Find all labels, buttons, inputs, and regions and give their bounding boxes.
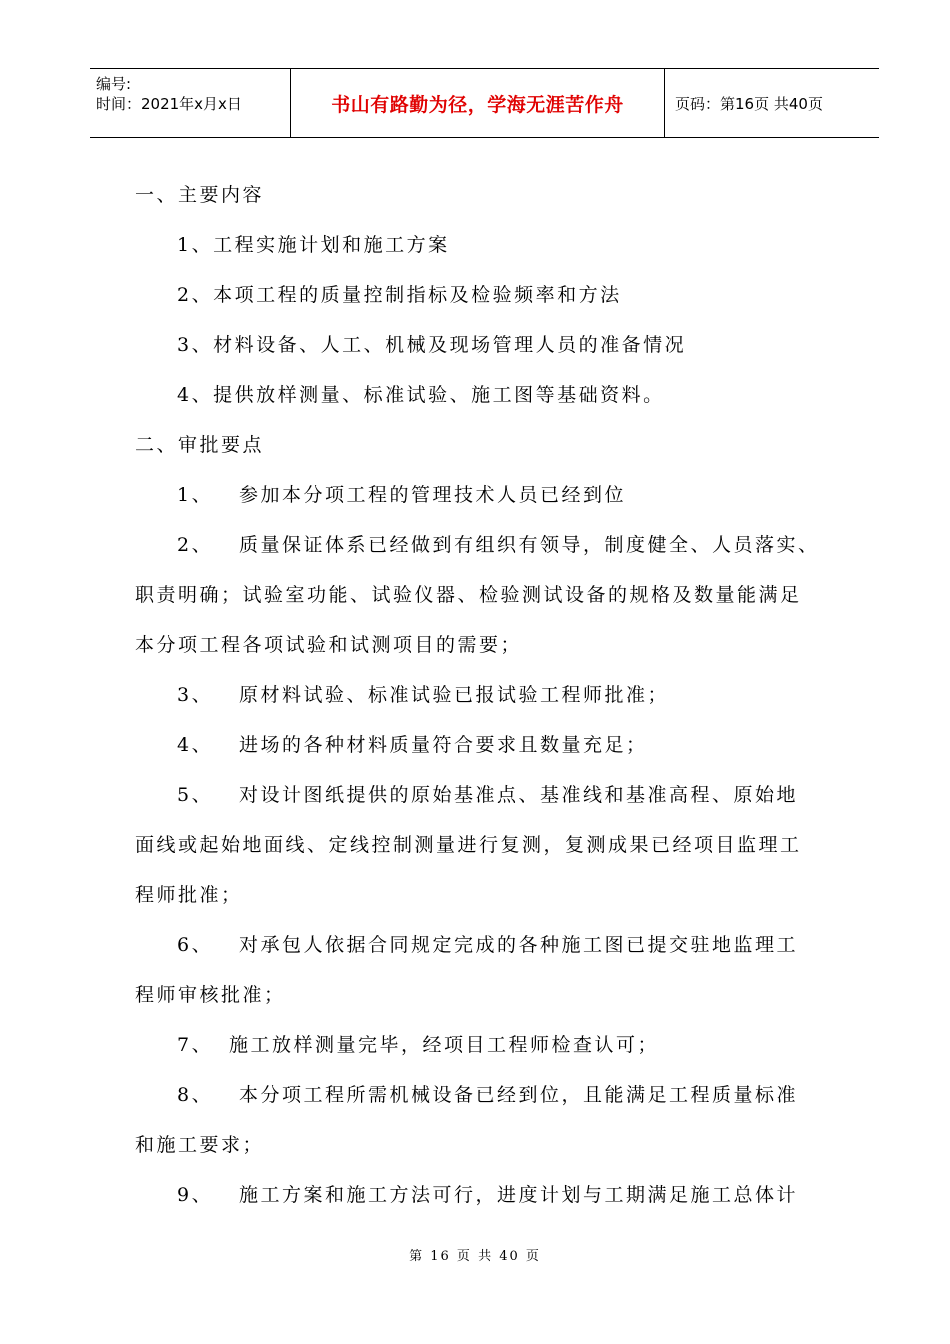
list-item: 2、本项工程的质量控制指标及检验频率和方法: [177, 284, 622, 306]
list-item-continuation: 面线或起始地面线、定线控制测量进行复测，复测成果已经项目监理工: [135, 834, 802, 856]
list-item-number: 7、: [177, 1034, 214, 1056]
list-item: 施工方案和施工方法可行，进度计划与工期满足施工总体计: [239, 1184, 799, 1206]
list-item: 原材料试验、标准试验已报试验工程师批准；: [239, 684, 670, 706]
section-title: 一、主要内容: [135, 184, 265, 206]
document-time-label: 时间：2021年x月x日: [96, 95, 242, 113]
header-page-info: 页码：第16页 共40页: [675, 94, 823, 113]
list-item: 对承包人依据合同规定完成的各种施工图已提交驻地监理工: [239, 934, 799, 956]
list-item: 1、工程实施计划和施工方案: [177, 234, 450, 256]
list-item: 本分项工程所需机械设备已经到位，且能满足工程质量标准: [239, 1084, 799, 1106]
list-item-continuation: 程师审核批准；: [135, 984, 286, 1006]
list-item: 施工放样测量完毕，经项目工程师检查认可；: [229, 1034, 660, 1056]
list-item-number: 8、: [177, 1084, 214, 1106]
list-item: 4、提供放样测量、标准试验、施工图等基础资料。: [177, 384, 665, 406]
list-item: 进场的各种材料质量符合要求且数量充足；: [239, 734, 648, 756]
document-id-label: 编号:: [96, 75, 132, 93]
list-item-number: 9、: [177, 1184, 214, 1206]
list-item-number: 5、: [177, 784, 214, 806]
list-item-number: 3、: [177, 684, 214, 706]
list-item-number: 1、: [177, 484, 214, 506]
header-motto: 书山有路勤为径，学海无涯苦作舟: [331, 93, 624, 116]
list-item-number: 2、: [177, 534, 214, 556]
list-item-number: 6、: [177, 934, 214, 956]
list-item-continuation: 程师批准；: [135, 884, 243, 906]
list-item: 3、材料设备、人工、机械及现场管理人员的准备情况: [177, 334, 687, 356]
section-title: 二、审批要点: [135, 434, 265, 456]
header-meta-cell: [90, 69, 291, 137]
document-header: [90, 68, 879, 138]
header-motto-cell: [291, 69, 665, 137]
header-page-cell: [665, 69, 879, 137]
list-item-number: 4、: [177, 734, 214, 756]
list-item-continuation: 本分项工程各项试验和试测项目的需要；: [135, 634, 523, 656]
list-item: 质量保证体系已经做到有组织有领导，制度健全、人员落实、: [239, 534, 820, 556]
list-item-continuation: 和施工要求；: [135, 1134, 265, 1156]
page-footer: 第 16 页 共 40 页: [409, 1249, 541, 1264]
list-item: 参加本分项工程的管理技术人员已经到位: [239, 484, 627, 506]
list-item-continuation: 职责明确；试验室功能、试验仪器、检验测试设备的规格及数量能满足: [135, 584, 802, 606]
list-item: 对设计图纸提供的原始基准点、基准线和基准高程、原始地: [239, 784, 799, 806]
